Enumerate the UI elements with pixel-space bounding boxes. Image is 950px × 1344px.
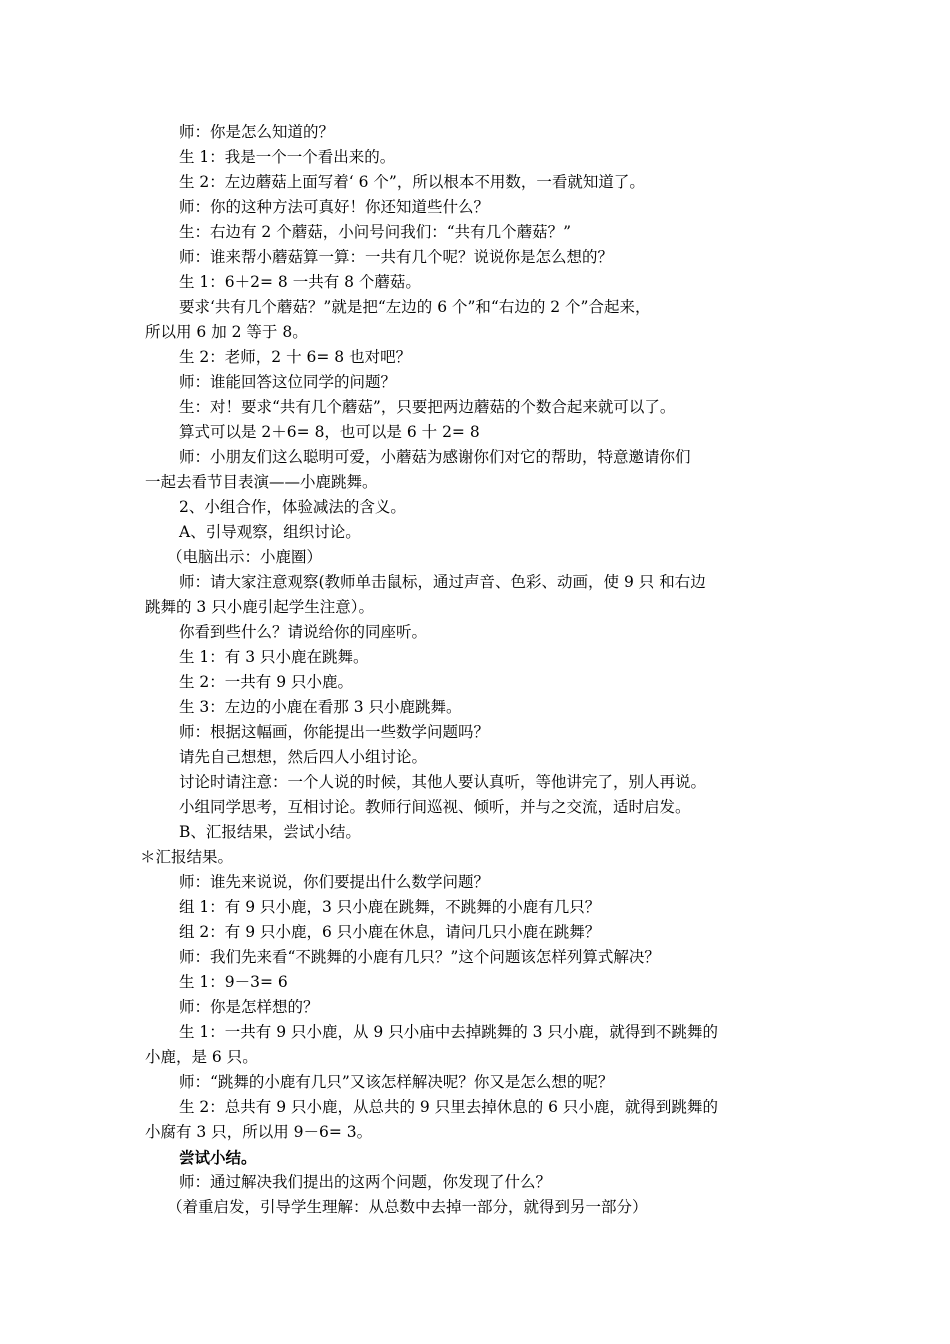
text-line: 生：右边有 2 个蘑菇，小问号问我们：“共有几个蘑菇？”	[179, 223, 572, 241]
text-line: 尝试小结。	[179, 1148, 257, 1167]
text-line: A、引导观察，组织讨论。	[179, 523, 361, 541]
text-line: 生：对！要求“共有几个蘑菇”，只要把两边蘑菇的个数合起来就可以了。	[179, 398, 676, 416]
text-line: 师：你是怎么知道的？	[179, 123, 335, 141]
text-line: 算式可以是 2＋6= 8，也可以是 6 十 2= 8	[179, 423, 480, 441]
text-line: 生 2：老师，2 十 6= 8 也对吧？	[179, 348, 412, 366]
text-line: （着重启发，引导学生理解：从总数中去掉一部分，就得到另一部分）	[167, 1198, 648, 1216]
text-line: 生 1：9－3= 6	[179, 973, 288, 991]
text-line: 组 2：有 9 只小鹿，6 只小鹿在休息，请问几只小鹿在跳舞？	[179, 923, 601, 941]
text-line: 生 1：6＋2= 8 一共有 8 个蘑菇。	[179, 273, 421, 291]
text-line: 生 1：我是一个一个看出来的。	[179, 148, 396, 166]
text-line: 师：谁能回答这位同学的问题？	[179, 373, 397, 391]
text-line: 组 1：有 9 只小鹿，3 只小鹿在跳舞，不跳舞的小鹿有几只？	[179, 898, 601, 916]
text-line: 师：请大家注意观察(教师单击鼠标，通过声音、色彩、动画，使 9 只 和右边	[179, 573, 706, 591]
text-line: 要求‘共有几个蘑菇？”就是把“左边的 6 个”和“右边的 2 个”合起来，	[179, 298, 651, 316]
text-line: 师：谁来帮小蘑菇算一算：一共有几个呢？说说你是怎么想的？	[179, 248, 614, 266]
text-line: 生 2：一共有 9 只小鹿。	[179, 673, 354, 691]
text-line: 师：你的这种方法可真好！你还知道些什么？	[179, 198, 490, 216]
text-line: 师：通过解决我们提出的这两个问题，你发现了什么？	[179, 1173, 552, 1191]
text-line: 你看到些什么？请说给你的同座听。	[179, 623, 428, 641]
text-line: 生 3：左边的小鹿在看那 3 只小鹿跳舞。	[179, 698, 462, 716]
text-line: 师：谁先来说说，你们要提出什么数学问题？	[179, 873, 490, 891]
text-line: 师：“跳舞的小鹿有几只”又该怎样解决呢？你又是怎么想的呢？	[179, 1073, 614, 1091]
text-line: 师：根据这幅画，你能提出一些数学问题吗？	[179, 723, 490, 741]
text-line: 跳舞的 3 只小鹿引起学生注意）。	[145, 598, 374, 616]
text-line: 一起去看节目表演——小鹿跳舞。	[145, 473, 378, 491]
text-line: 小鹿，是 6 只。	[145, 1048, 258, 1066]
text-line: 所以用 6 加 2 等于 8。	[145, 323, 308, 341]
text-line: 2、小组合作，体验减法的含义。	[179, 498, 406, 516]
text-line: 小腐有 3 只，所以用 9－6= 3。	[145, 1123, 373, 1141]
text-line: 师：你是怎样想的？	[179, 998, 319, 1016]
text-line: 小组同学思考，互相讨论。教师行间巡视、倾听，并与之交流，适时启发。	[179, 798, 691, 816]
text-line: 师：小朋友们这么聪明可爱，小蘑菇为感谢你们对它的帮助，特意邀请你们	[179, 448, 691, 466]
document-body	[140, 120, 815, 1220]
text-line: ＊汇报结果。	[140, 848, 234, 866]
text-line: （电脑出示：小鹿圈）	[167, 548, 323, 566]
text-line: 生 1：一共有 9 只小鹿，从 9 只小庙中去掉跳舞的 3 只小鹿，就得到不跳舞的	[179, 1023, 718, 1041]
text-line: 请先自己想想，然后四人小组讨论。	[179, 748, 428, 766]
text-line: 生 2：总共有 9 只小鹿，从总共的 9 只里去掉休息的 6 只小鹿，就得到跳舞的	[179, 1098, 718, 1116]
text-line: 生 1：有 3 只小鹿在跳舞。	[179, 648, 369, 666]
text-line: 讨论时请注意：一个人说的时候，其他人要认真听，等他讲完了，别人再说。	[179, 773, 707, 791]
text-line: B、汇报结果，尝试小结。	[179, 823, 361, 841]
text-line: 生 2：左边蘑菇上面写着‘ 6 个”，所以根本不用数，一看就知道了。	[179, 173, 645, 191]
text-line: 师：我们先来看“不跳舞的小鹿有几只？”这个问题该怎样列算式解决？	[179, 948, 660, 966]
